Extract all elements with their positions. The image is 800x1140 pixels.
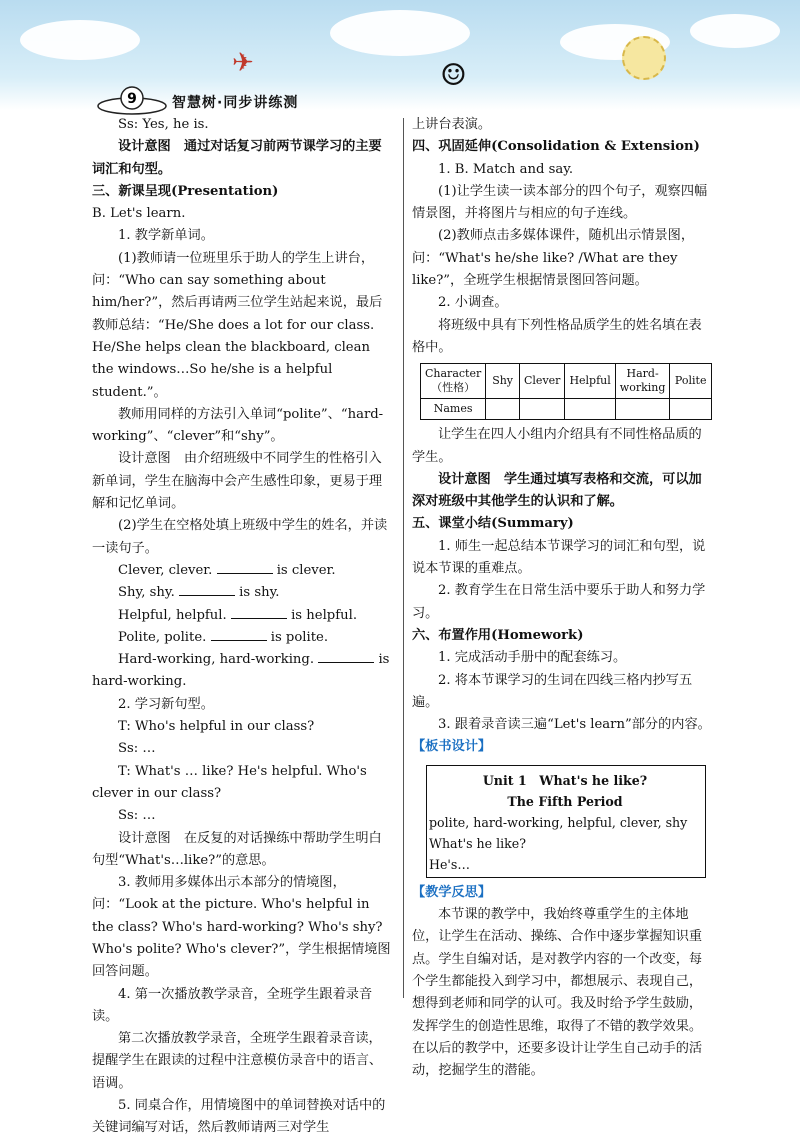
table-row [421,364,712,399]
paragraph: 3. 教师用多媒体出示本部分的情境图，问：“Look at the picture. Who's helpful in the class? Who's hard-working? Who's shy? Who's polite? Who's clever?”，学生根据情境图回答问题。 [92,875,391,980]
paragraph: (1)让学生读一读本部分的四个句子，观察四幅情景图，并将图片与相应的句子连线。 [412,183,708,222]
paragraph: 教师用同样的方法引入单词“polite”、“hard-working”、“clever”和“shy”。 [92,406,384,445]
table-header: Polite [670,364,712,399]
blackboard-design-box [426,765,706,878]
blank-line [231,606,287,619]
airplane-illustration-icon: ✈ [232,48,254,78]
table-header: Character（性格） [421,364,486,399]
paragraph: 本节课的教学中，我始终尊重学生的主体地位，让学生在活动、操练、合作中逐步掌握知识重点。学生自编对话，是对教学内容的一个改变，每个学生都能投入到学习中，都想展示、表现自己，想得到老师和同学的认可。我及时给予学生鼓励，发挥学生的创造性思维，取得了不错的教学效果。在以后的教学中，还要多设计让学生自己动手的活动，挖掘学生的潜能。 [412,907,703,1079]
paragraph: 1. B. Match and say. [438,161,574,177]
paragraph: (1)教师请一位班里乐于助人的学生上讲台，问：“Who can say something about him/her?”，然后再请两三位学生站起来说，最后教师总结：“He/She does a lot for our class. He/She helps clean the blackboard, clean the windows…So he/she is a helpful student.”。 [92,250,383,400]
teaching-reflection-label: 【教学反思】 [412,884,492,900]
paragraph: 4. 第一次播放教学录音，全班学生跟着录音读。 [92,986,373,1024]
table-header: Clever [520,364,565,399]
paragraph: 3. 跟着录音读三遍“Let's learn”部分的内容。 [438,717,711,733]
table-header: Shy [486,364,520,399]
column-divider [403,118,404,998]
fill-sentence: Clever, clever. is clever. [118,562,336,578]
table-cell[interactable] [615,399,670,420]
table-header: Hard-working [615,364,670,399]
paragraph: 5. 同桌合作，用情境图中的单词替换对话中的关键词编写对话，然后教师请两三对学生 [92,1098,386,1136]
blank-line [179,583,235,596]
paragraph: Ss: Yes, he is. [118,117,209,132]
paragraph: 1. 师生一起总结本节课学习的词汇和句型，说说本节课的重难点。 [412,538,706,577]
board-line: polite, hard-working, helpful, clever, shy [429,814,688,830]
paragraph: 1. 完成活动手册中的配套练习。 [438,650,627,666]
page-number: 9 [127,91,137,107]
design-intent: 设计意图 学生通过填写表格和交流，可以加深对班级中其他学生的认识和了解。 [412,471,702,510]
dialogue-line: Ss: … [118,741,156,757]
design-intent: 设计意图 通过对话复习前两节课学习的主要词汇和句型。 [92,139,382,177]
paragraph: 让学生在四人小组内介绍具有不同性格品质的学生。 [412,427,702,465]
kid-illustration-icon: ☺ [440,58,467,93]
dialogue-line: Ss: … [118,808,156,824]
paragraph: 2. 教育学生在日常生活中要乐于助人和努力学习。 [412,583,706,621]
paragraph: 2. 学习新句型。 [118,696,214,712]
board-design-label: 【板书设计】 [412,739,492,755]
cloud-decoration [20,20,140,60]
table-cell[interactable] [565,399,615,420]
blank-line [318,650,374,663]
blank-line [211,628,267,641]
board-line: What's he like? [429,835,527,851]
section-heading: 三、新课呈现(Presentation) [92,183,279,199]
table-row-label: Names [421,399,486,420]
design-intent: 设计意图 由介绍班级中不同学生的性格引入新单词，学生在脑海中会产生感性印象，更易于理解和记忆单词。 [92,451,383,512]
board-line: He's… [429,856,470,872]
paragraph: 上讲台表演。 [412,117,492,132]
character-survey-table [420,363,712,420]
blank-line [217,561,273,574]
left-column [92,114,392,1140]
design-intent: 设计意图 在反复的对话操练中帮助学生明白句型“What's…like?”的意思。 [92,830,382,868]
fill-sentence: Helpful, helpful. is helpful. [118,607,358,623]
table-cell[interactable] [520,399,565,420]
cloud-decoration [690,14,780,48]
dialogue-line: T: What's … like? He's helpful. Who's clever in our class? [92,763,367,801]
right-column [412,114,712,1082]
cloud-decoration [330,10,470,56]
paragraph: 1. 教学新单词。 [118,228,214,244]
section-heading: 六、布置作用(Homework) [412,627,584,643]
paragraph: 将班级中具有下列性格品质学生的姓名填在表格中。 [412,317,702,355]
table-row [421,399,712,420]
paragraph: B. Let's learn. [92,206,186,222]
paragraph: 第二次播放教学录音，全班学生跟着录音读，提醒学生在跟读的过程中注意模仿录音中的语言、语调。 [92,1031,383,1091]
section-heading: 四、巩固延伸(Consolidation & Extension) [412,139,700,155]
fill-sentence: Hard-working, hard-working. is hard-working. [92,652,390,690]
dialogue-line: T: Who's helpful in our class? [118,719,315,735]
board-title: Unit 1 What's he like? [482,772,648,788]
section-heading: 五、课堂小结(Summary) [412,516,574,532]
table-cell[interactable] [486,399,520,420]
paragraph: 2. 小调查。 [438,295,508,311]
paragraph: (2)教师点击多媒体课件，随机出示情景图，问：“What's he/she like? /What are they like?”，全班学生根据情景图回答问题。 [412,228,695,289]
paragraph: (2)学生在空格处填上班级中学生的姓名，并读一读句子。 [92,518,388,556]
table-header: Helpful [565,364,615,399]
fill-sentence: Polite, polite. is polite. [118,629,329,645]
paragraph: 2. 将本节课学习的生词在四线三格内抄写五遍。 [412,672,693,710]
series-title: 智慧树·同步讲练测 [172,95,299,111]
table-cell[interactable] [670,399,712,420]
board-subtitle: The Fifth Period [507,793,623,809]
sun-icon [622,36,666,80]
fill-sentence: Shy, shy. is shy. [118,585,280,601]
